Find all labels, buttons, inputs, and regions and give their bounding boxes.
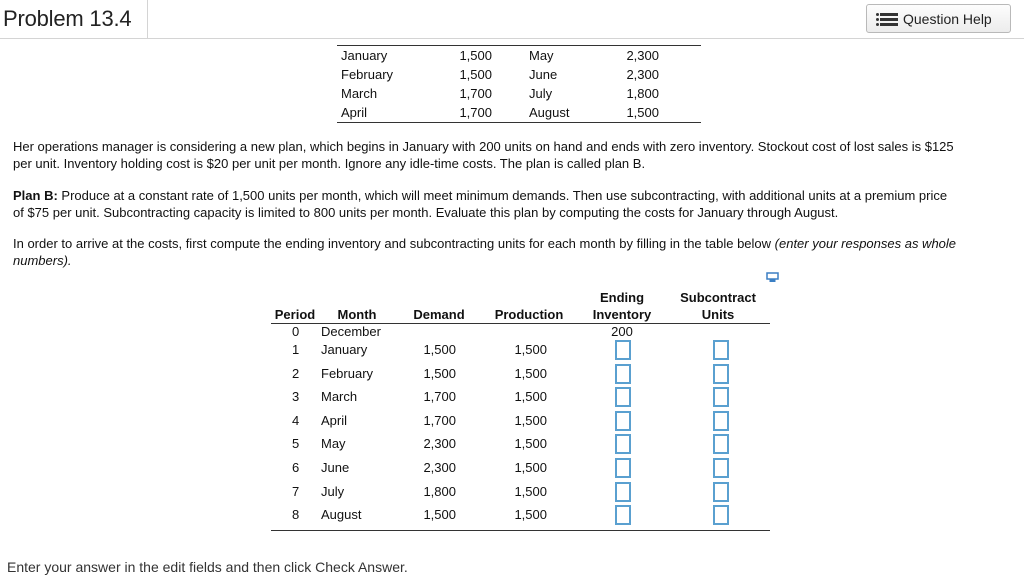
subcontract-units-input[interactable] (713, 387, 729, 407)
production-cell: 1,500 (514, 365, 547, 381)
subcontract-units-input[interactable] (713, 458, 729, 478)
header-production: Production (494, 307, 564, 322)
demand-cell: 1,500 (600, 103, 702, 123)
demand-cell: 1,500 (423, 507, 456, 523)
month-cell: June (321, 460, 350, 475)
table-bottom-rule (271, 530, 770, 531)
demand-cell: 1,500 (423, 342, 456, 357)
copy-table-icon[interactable] (766, 272, 779, 283)
production-cell: 1,500 (514, 507, 547, 523)
ending-inventory-input[interactable] (615, 505, 631, 525)
period-cell: 4 (292, 412, 300, 428)
month-cell: August (321, 507, 362, 523)
paragraph-plan-intro (13, 138, 1023, 172)
subcontract-units-input[interactable] (713, 364, 729, 384)
demand-cell: 2,300 (600, 46, 702, 66)
production-cell: 1,500 (514, 436, 547, 452)
header-demand: Demand (413, 307, 465, 322)
month-cell: March (341, 86, 378, 101)
text-line: Her operations manager is considering a new plan, which begins in January with 200 units on hand and ends with zero inventory. Stockout cost of lost sales is $125 (13, 139, 954, 154)
title-box (0, 0, 148, 38)
subcontract-units-input[interactable] (713, 482, 729, 502)
ending-inventory-input[interactable] (615, 340, 631, 360)
demand-cell: 2,300 (626, 67, 659, 82)
demand-cell: 2,300 (423, 436, 456, 452)
ending-inventory-input[interactable] (615, 364, 631, 384)
header-period: Period (274, 307, 316, 322)
subcontract-units-input[interactable] (713, 340, 729, 360)
demand-row (337, 65, 701, 84)
ending-inventory-input[interactable] (615, 411, 631, 431)
period-cell: 7 (292, 483, 300, 499)
production-cell: 1,500 (514, 412, 547, 428)
demand-cell: 1,700 (423, 389, 456, 405)
production-cell: 1,500 (514, 342, 547, 357)
month-cell: August (504, 103, 600, 123)
month-cell: April (337, 103, 433, 123)
plan-b-label: Plan B: (13, 188, 58, 203)
text-line (13, 187, 1023, 204)
month-cell: December (321, 324, 381, 339)
subcontract-units-input[interactable] (713, 505, 729, 525)
ending-inventory-input[interactable] (615, 458, 631, 478)
header-ending-line1: Ending (599, 290, 645, 305)
paragraph-plan-b (13, 187, 1023, 221)
month-cell: February (341, 67, 394, 82)
demand-cell: 1,700 (459, 86, 492, 101)
demand-cell: 1,700 (433, 103, 504, 123)
demand-cell: 1,800 (423, 483, 456, 499)
subcontract-units-input[interactable] (713, 434, 729, 454)
header-sub-line1: Subcontract (680, 290, 756, 305)
header-bar (0, 0, 1024, 39)
month-cell: February (321, 365, 374, 381)
period-cell: 0 (292, 324, 300, 339)
question-help-label: Question Help (903, 11, 992, 27)
page-title: Problem 13.4 (3, 6, 132, 31)
month-cell: May (504, 46, 600, 66)
demand-cell: 1,500 (423, 365, 456, 381)
period-cell: 2 (292, 365, 300, 381)
subcontract-units-input[interactable] (713, 411, 729, 431)
month-cell: April (321, 412, 348, 428)
text-fragment: numbers). (13, 253, 72, 268)
ending-inventory-input[interactable] (615, 387, 631, 407)
text-line: per unit. Inventory holding cost is $20 per unit per month. Ignore any idle-time costs. The plan is called plan B. (13, 156, 646, 171)
header-ending-inventory (587, 289, 657, 323)
production-cell: 1,500 (514, 389, 547, 405)
month-cell: January (337, 46, 433, 66)
demand-cell: 2,300 (423, 460, 456, 475)
demand-cell: 1,500 (433, 46, 504, 66)
period-cell: 3 (292, 389, 300, 405)
demand-table (337, 45, 701, 123)
header-sub-line2: Units (701, 307, 735, 322)
production-cell: 1,500 (514, 483, 547, 499)
demand-row (337, 103, 701, 123)
text-line: of $75 per unit. Subcontracting capacity is limited to 800 units per month. Evaluate this plan by computing the costs for January through August. (13, 205, 839, 220)
footer-instructions: Enter your answer in the edit fields and then click Check Answer. (7, 559, 408, 575)
planning-table (271, 288, 770, 533)
production-cell: 1,500 (514, 460, 547, 475)
month-cell: March (321, 389, 358, 405)
demand-cell: 1,700 (423, 412, 456, 428)
period-cell: 1 (292, 342, 300, 357)
period-cell: 5 (292, 436, 300, 452)
ending-inventory-input[interactable] (615, 434, 631, 454)
demand-cell: 1,500 (459, 67, 492, 82)
text-line (13, 235, 1023, 252)
header-ending-line2: Inventory (592, 307, 652, 322)
month-cell: June (529, 67, 558, 82)
text-line (13, 252, 1023, 269)
initial-inventory: 200 (611, 324, 633, 339)
demand-row (337, 46, 701, 66)
text-fragment: (enter your responses as whole (774, 236, 957, 251)
demand-cell: 1,800 (626, 86, 659, 101)
text-fragment: In order to arrive at the costs, first compute the ending inventory and subcontracting units for each month by filling in the table below (13, 236, 775, 251)
demand-row (337, 84, 701, 103)
month-cell: July (529, 86, 553, 101)
list-icon (876, 13, 898, 26)
ending-inventory-input[interactable] (615, 482, 631, 502)
month-cell: January (321, 342, 368, 357)
text-fragment: Produce at a constant rate of 1,500 units per month, which will meet minimum demands. Then use subcontracting, with additional units at a premium price (57, 188, 948, 203)
month-cell: July (321, 483, 345, 499)
period-cell: 8 (292, 507, 300, 523)
header-subcontract-units (671, 289, 765, 323)
header-month: Month (337, 307, 377, 322)
question-help-button[interactable] (866, 4, 1011, 33)
paragraph-instructions (13, 235, 1023, 269)
month-cell: May (321, 436, 346, 452)
period-cell: 6 (292, 460, 300, 475)
